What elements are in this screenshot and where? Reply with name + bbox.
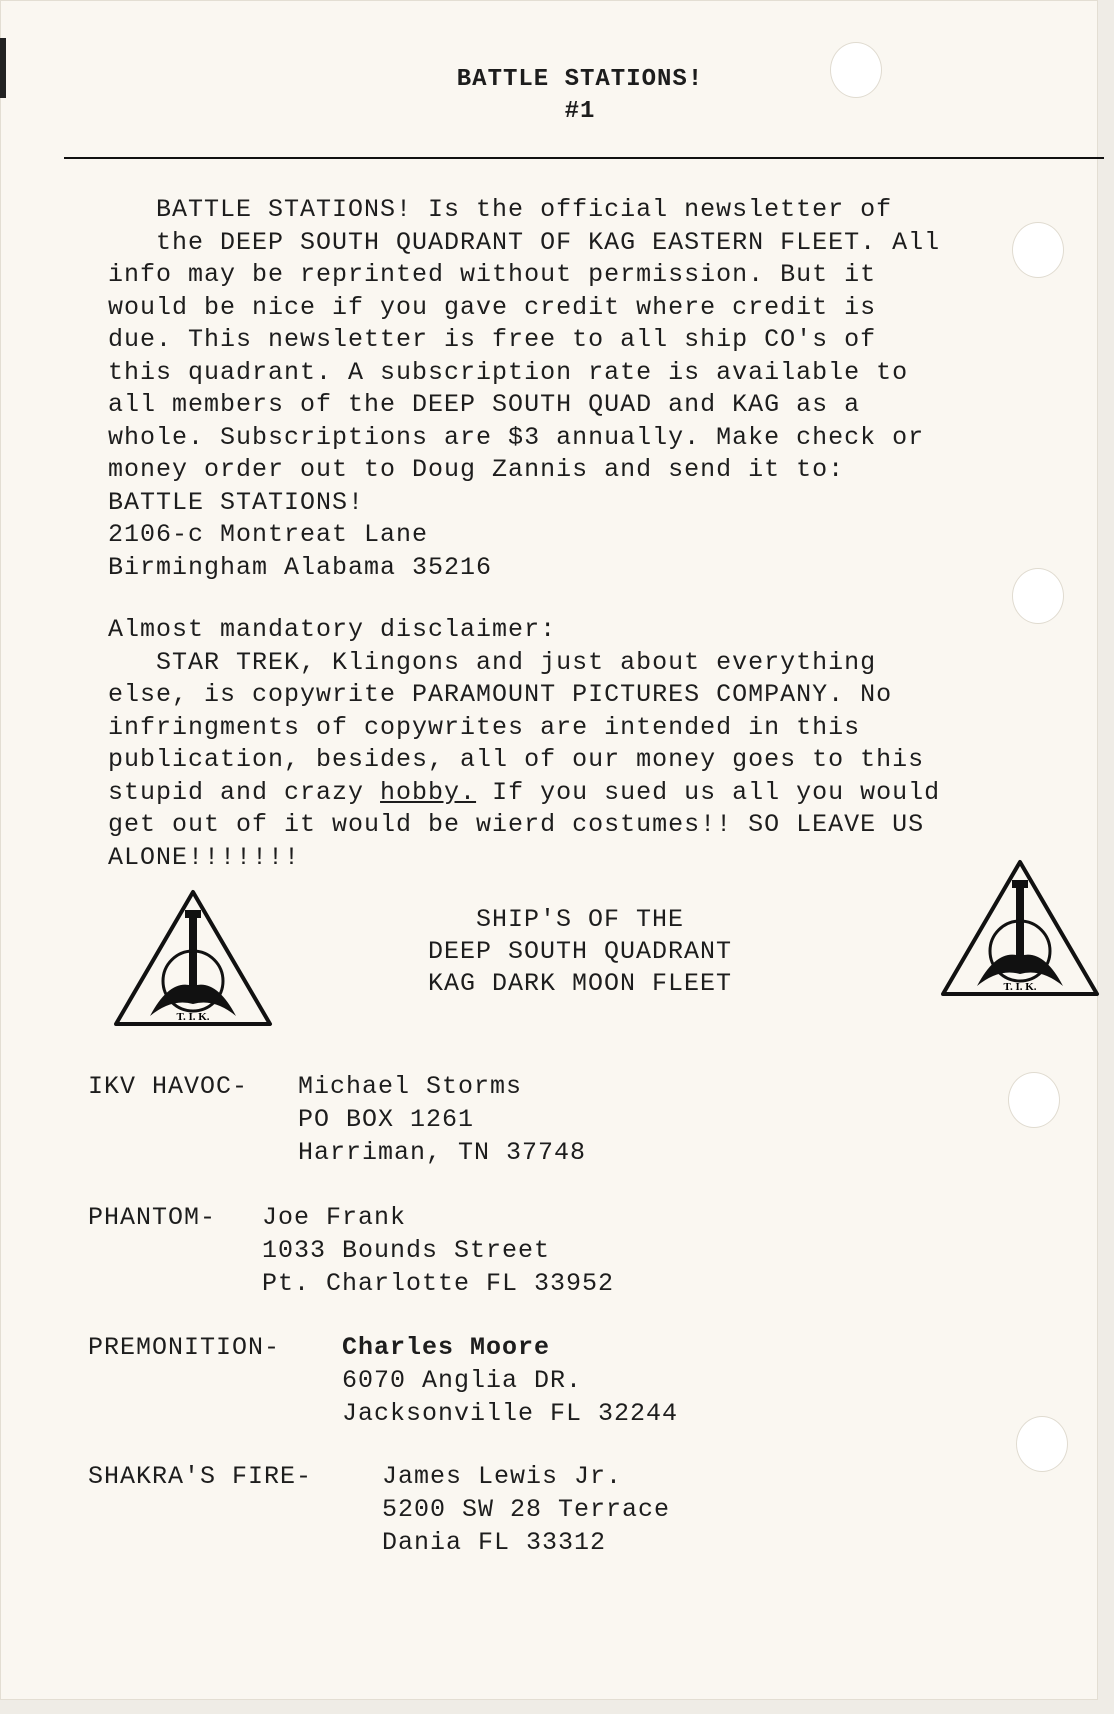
intro-paragraph: BATTLE STATIONS! Is the official newsletter of the DEEP SOUTH QUADRANT OF KAG EASTERN FLEET. All info may be reprinted without permission. But it would be nice if you gave credit where credit is due. This newsletter is free to all ship CO's of this quadrant. A subscription rate is available to all members of the DEEP SOUTH QUAD and KAG as a whole. Subscriptions are $3 annually. Make check or money order out to Doug Zannis and send it to: BATTLE STATIONS! 2106-c Montreat Lane Birmingham Alabama 35216 [108, 195, 941, 582]
disclaimer-block [108, 614, 1108, 874]
emblem-left-label: T. I. K. [176, 1011, 210, 1023]
disclaimer-body-start: STAR TREK, Klingons and just about everything else, is copywrite PARAMOUNT PICTURES COMPANY. No infringments of copywrites are intended in this publication, besides, all of our money goes to this stupid and crazy [108, 647, 925, 807]
emblem-right-label: T. I. K. [1003, 981, 1037, 993]
ship-contact [382, 1460, 670, 1559]
ship-contact [342, 1331, 678, 1430]
contact-name: James Lewis Jr. [382, 1462, 623, 1491]
disclaimer-heading: Almost mandatory disclaimer: [108, 615, 557, 644]
ship-name: SHAKRA'S FIRE- [88, 1462, 313, 1491]
ship-name: PHANTOM- [88, 1203, 217, 1232]
ship-contact [298, 1070, 586, 1169]
newsletter-title [0, 64, 1114, 128]
disclaimer-body-end: If you sued us all you would get out of it would be wierd costumes!! SO LEAVE US ALONE!!!!!!! [108, 777, 941, 872]
contact-address: 1033 Bounds Street Pt. Charlotte FL 33952 [262, 1236, 615, 1298]
hobby-word: hobby. [380, 777, 477, 807]
contact-name: Joe Frank [262, 1203, 407, 1232]
contact-name: Charles Moore [342, 1333, 551, 1362]
punch-hole-5 [1016, 1416, 1068, 1472]
contact-address: PO BOX 1261 Harriman, TN 37748 [298, 1105, 587, 1167]
ship-contact [262, 1201, 614, 1300]
ships-header: SHIP'S OF THE DEEP SOUTH QUADRANT KAG DARK MOON FLEET [427, 905, 733, 998]
punch-hole-4 [1008, 1072, 1060, 1128]
contact-address: 6070 Anglia DR. Jacksonville FL 32244 [342, 1366, 679, 1428]
ship-name: IKV HAVOC- [88, 1072, 249, 1101]
header-rule [64, 157, 1104, 159]
title-text: BATTLE STATIONS! [456, 66, 704, 93]
contact-name: Michael Storms [298, 1072, 523, 1101]
issue-number: #1 [564, 98, 596, 125]
klingon-emblem-right-icon [937, 856, 1103, 1004]
ship-name: PREMONITION- [88, 1333, 281, 1362]
contact-address: 5200 SW 28 Terrace Dania FL 33312 [382, 1495, 671, 1557]
klingon-emblem-left-icon [110, 886, 276, 1034]
